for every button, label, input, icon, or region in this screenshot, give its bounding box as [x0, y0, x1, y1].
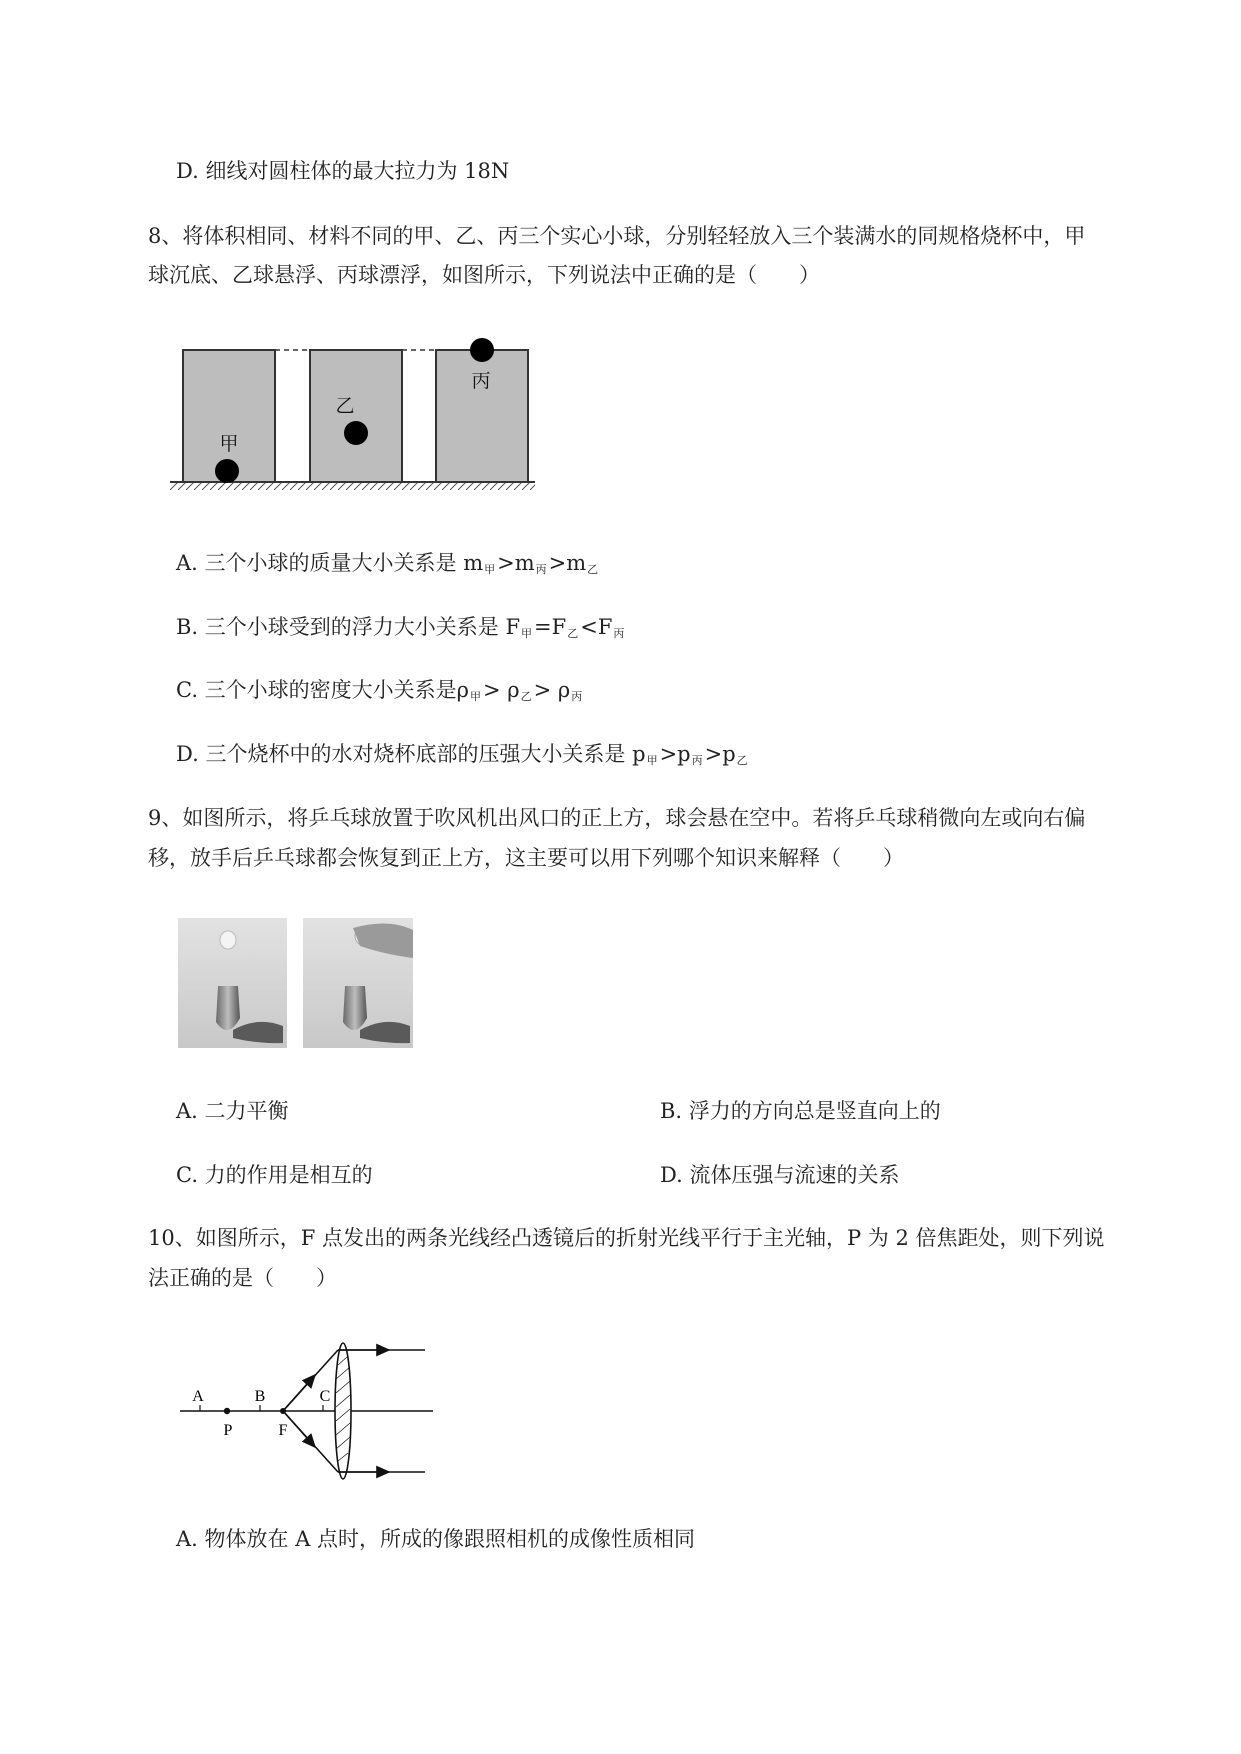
- ball-bing: [470, 338, 494, 362]
- point-p: [224, 1408, 230, 1414]
- q8-text-line2: 球沉底、乙球悬浮、丙球漂浮，如图所示，下列说法中正确的是（ ）: [148, 263, 820, 287]
- label-yi: 乙: [335, 395, 355, 417]
- q10-option-a[interactable]: A. 物体放在 A 点时，所成的像跟照相机的成像性质相同: [176, 1527, 696, 1551]
- q8-beakers-figure: [170, 330, 540, 490]
- q10-text-line1: 10、如图所示，F 点发出的两条光线经凸透镜后的折射光线平行于主光轴，P 为 2 倍焦距处，则下列说: [148, 1226, 1105, 1250]
- q8-option-b[interactable]: B. 三个小球受到的浮力大小关系是 $F_甲=F_乙<F_丙$: [176, 615, 625, 640]
- q9-hair-dryer-photos: [178, 918, 413, 1048]
- label-c: C: [319, 1388, 331, 1405]
- ray-up-arrow: [283, 1375, 315, 1411]
- hair-dryer-1: [216, 986, 240, 1030]
- label-a: A: [192, 1388, 204, 1405]
- q9-option-d[interactable]: D. 流体压强与流速的关系: [660, 1163, 900, 1187]
- label-jia: 甲: [219, 433, 239, 455]
- ball-jia: [215, 459, 239, 483]
- photo-right: [303, 918, 413, 1048]
- q9-text-line1: 9、如图所示，将乒乓球放置于吹风机出风口的正上方，球会悬在空中。若将乒乓球稍微向左或向右偏: [148, 806, 1086, 830]
- q10-lens-figure: [175, 1335, 445, 1495]
- q8-option-a[interactable]: A. 三个小球的质量大小关系是 $m_甲>m_丙>m_乙$: [176, 551, 599, 576]
- prev-option-d: D. 细线对圆柱体的最大拉力为 18N: [176, 159, 510, 183]
- ray-down-arrow: [283, 1411, 315, 1447]
- convex-lens: [335, 1343, 351, 1479]
- ping-pong-ball-1: [220, 931, 236, 949]
- q8-option-d[interactable]: D. 三个烧杯中的水对烧杯底部的压强大小关系是 $p_甲>p_丙>p_乙$: [176, 742, 748, 767]
- q9-text-line2: 移，放手后乒乓球都会恢复到正上方，这主要可以用下列哪个知识来解释（ ）: [148, 846, 904, 870]
- label-p: P: [223, 1422, 233, 1439]
- photo-left: [178, 918, 287, 1048]
- ground-hatch: [170, 482, 535, 490]
- q10-text-line2: 法正确的是（ ）: [148, 1266, 337, 1290]
- q9-option-a[interactable]: A. 二力平衡: [176, 1099, 289, 1123]
- label-b: B: [254, 1388, 266, 1405]
- label-bing: 丙: [471, 370, 491, 392]
- ball-yi: [344, 421, 368, 445]
- hair-dryer-2: [343, 986, 367, 1030]
- beaker-yi: [310, 350, 402, 482]
- q9-option-b[interactable]: B. 浮力的方向总是竖直向上的: [660, 1099, 941, 1123]
- q9-option-c[interactable]: C. 力的作用是相互的: [176, 1163, 373, 1187]
- q8-option-c[interactable]: C. 三个小球的密度大小关系是$\rho_甲> \rho_乙> \rho_丙$: [176, 678, 583, 703]
- label-f: F: [278, 1422, 288, 1439]
- q8-text-line1: 8、将体积相同、材料不同的甲、乙、丙三个实心小球，分别轻轻放入三个装满水的同规格烧杯中，甲: [148, 224, 1086, 248]
